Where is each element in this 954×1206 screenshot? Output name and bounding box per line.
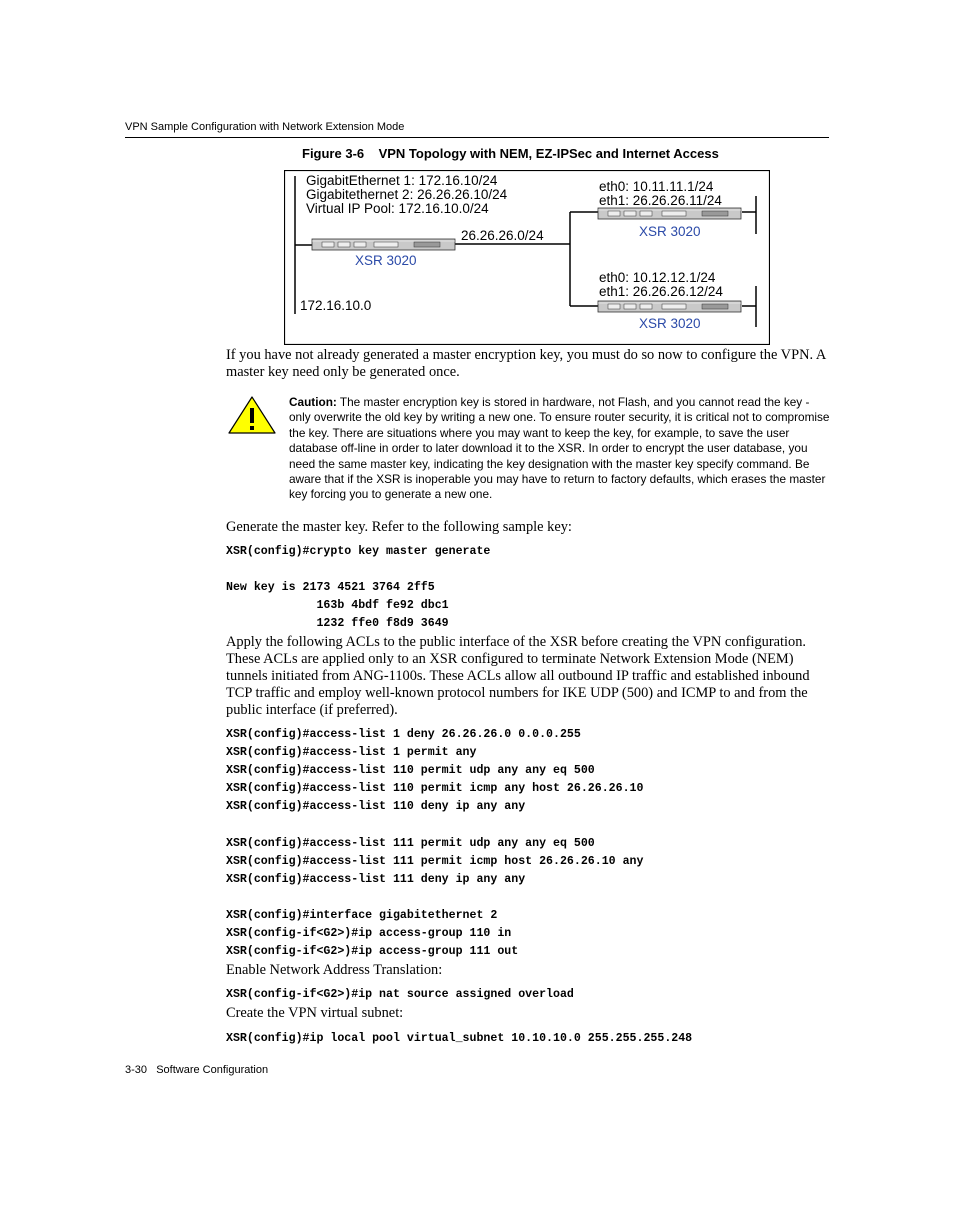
caution-text: The master encryption key is stored in hardware, not Flash, and you cannot read the key - only overwrite the old key by writing a new one. To ensure router security, it is critical not to compromise the key. There are situations where you may want to keep the key, for example, to save the user database off-line in order to later download it to the XSR. In order to encrypt the user database, you need the same master key, indicating the key designation with the master key specify command. Be aware that if the XSR is inoperable you may have to return to factory defaults, which erases the master key forcing you to generate a new one. xyxy=(289,395,830,502)
caution-label: Caution: xyxy=(289,395,337,409)
header-rule xyxy=(125,137,829,138)
footer-section: Software Configuration xyxy=(156,1064,269,1076)
caution-note xyxy=(289,395,831,503)
figure-number: Figure 3-6 xyxy=(302,146,365,161)
intro-paragraph: If you have not already generated a master encryption key, you must do so now to configure the VPN. A master key need only be generated once. xyxy=(226,347,826,380)
code-block-nat: XSR(config-if<G2>)#ip nat source assigned overload xyxy=(226,988,574,1001)
page-number: 3-30 xyxy=(125,1064,148,1076)
spoke1-eth1: eth1: 26.26.26.11/24 xyxy=(599,193,722,208)
hub-virtual-pool: Virtual IP Pool: 172.16.10.0/24 xyxy=(306,201,489,216)
code-block-subnet: XSR(config)#ip local pool virtual_subnet 10.10.10.0 255.255.255.248 xyxy=(226,1032,693,1045)
wan-subnet-label: 26.26.26.0/24 xyxy=(461,228,544,243)
hub-interface-1: GigabitEthernet 1: 172.16.10/24 xyxy=(306,173,498,188)
hub-interface-2: Gigabitethernet 2: 26.26.26.10/24 xyxy=(306,187,508,202)
hub-router-icon xyxy=(312,239,455,250)
hub-lan-label: 172.16.10.0 xyxy=(300,298,372,313)
spoke1-device-label: XSR 3020 xyxy=(639,224,701,239)
page-footer xyxy=(125,1064,268,1076)
acl-paragraph: Apply the following ACLs to the public interface of the XSR before creating the VPN configuration. These ACLs are applied only to an XSR configured to terminate Network Extension Mode (NEM) tunnels initiated from ANG-1100s. These ACLs allow all outbound IP traffic and established inbound TCP traffic and employ well-known protocol numbers for IKE UDP (500) and ICMP to and from the public interface (if preferred). xyxy=(226,634,810,718)
spoke2-eth0: eth0: 10.12.12.1/24 xyxy=(599,270,716,285)
hub-device-label: XSR 3020 xyxy=(355,253,417,268)
vpn-topology-diagram xyxy=(284,170,770,345)
generate-paragraph: Generate the master key. Refer to the following sample key: xyxy=(226,519,572,535)
spoke2-eth1: eth1: 26.26.26.12/24 xyxy=(599,284,723,299)
spoke2-device-label: XSR 3020 xyxy=(639,316,701,331)
code-block-key: XSR(config)#crypto key master generate New key is 2173 4521 3764 2ff5 163b 4bdf fe92 dbc1 1232 ffe0 f8d9 3649 xyxy=(226,545,491,631)
figure-caption xyxy=(302,146,719,161)
spoke2-router-icon xyxy=(598,301,741,312)
nat-paragraph: Enable Network Address Translation: xyxy=(226,962,443,978)
caution-icon xyxy=(227,395,277,435)
subnet-paragraph: Create the VPN virtual subnet: xyxy=(226,1005,404,1021)
figure-title: VPN Topology with NEM, EZ-IPSec and Internet Access xyxy=(378,146,719,161)
spoke1-router-icon xyxy=(598,208,741,219)
code-block-acl: XSR(config)#access-list 1 deny 26.26.26.0 0.0.0.255 XSR(config)#access-list 1 permit any XSR(config)#access-list 110 permit udp any any eq 500 XSR(config)#access-list 110 permit icmp any host 26.26.26.10 XSR(config)#access-list 110 deny ip any any XSR(config)#access-list 111 permit udp any any eq 500 XSR(config)#access-list 111 permit icmp host 26.26.26.10 any XSR(config)#access-list 111 deny ip any any XSR(config)#interface gigabitethernet 2 XSR(config-if<G2>)#ip access-group 110 in XSR(config-if<G2>)#ip access-group 111 out xyxy=(226,728,644,959)
running-header: VPN Sample Configuration with Network Extension Mode xyxy=(125,121,405,133)
spoke1-eth0: eth0: 10.11.11.1/24 xyxy=(599,179,714,194)
